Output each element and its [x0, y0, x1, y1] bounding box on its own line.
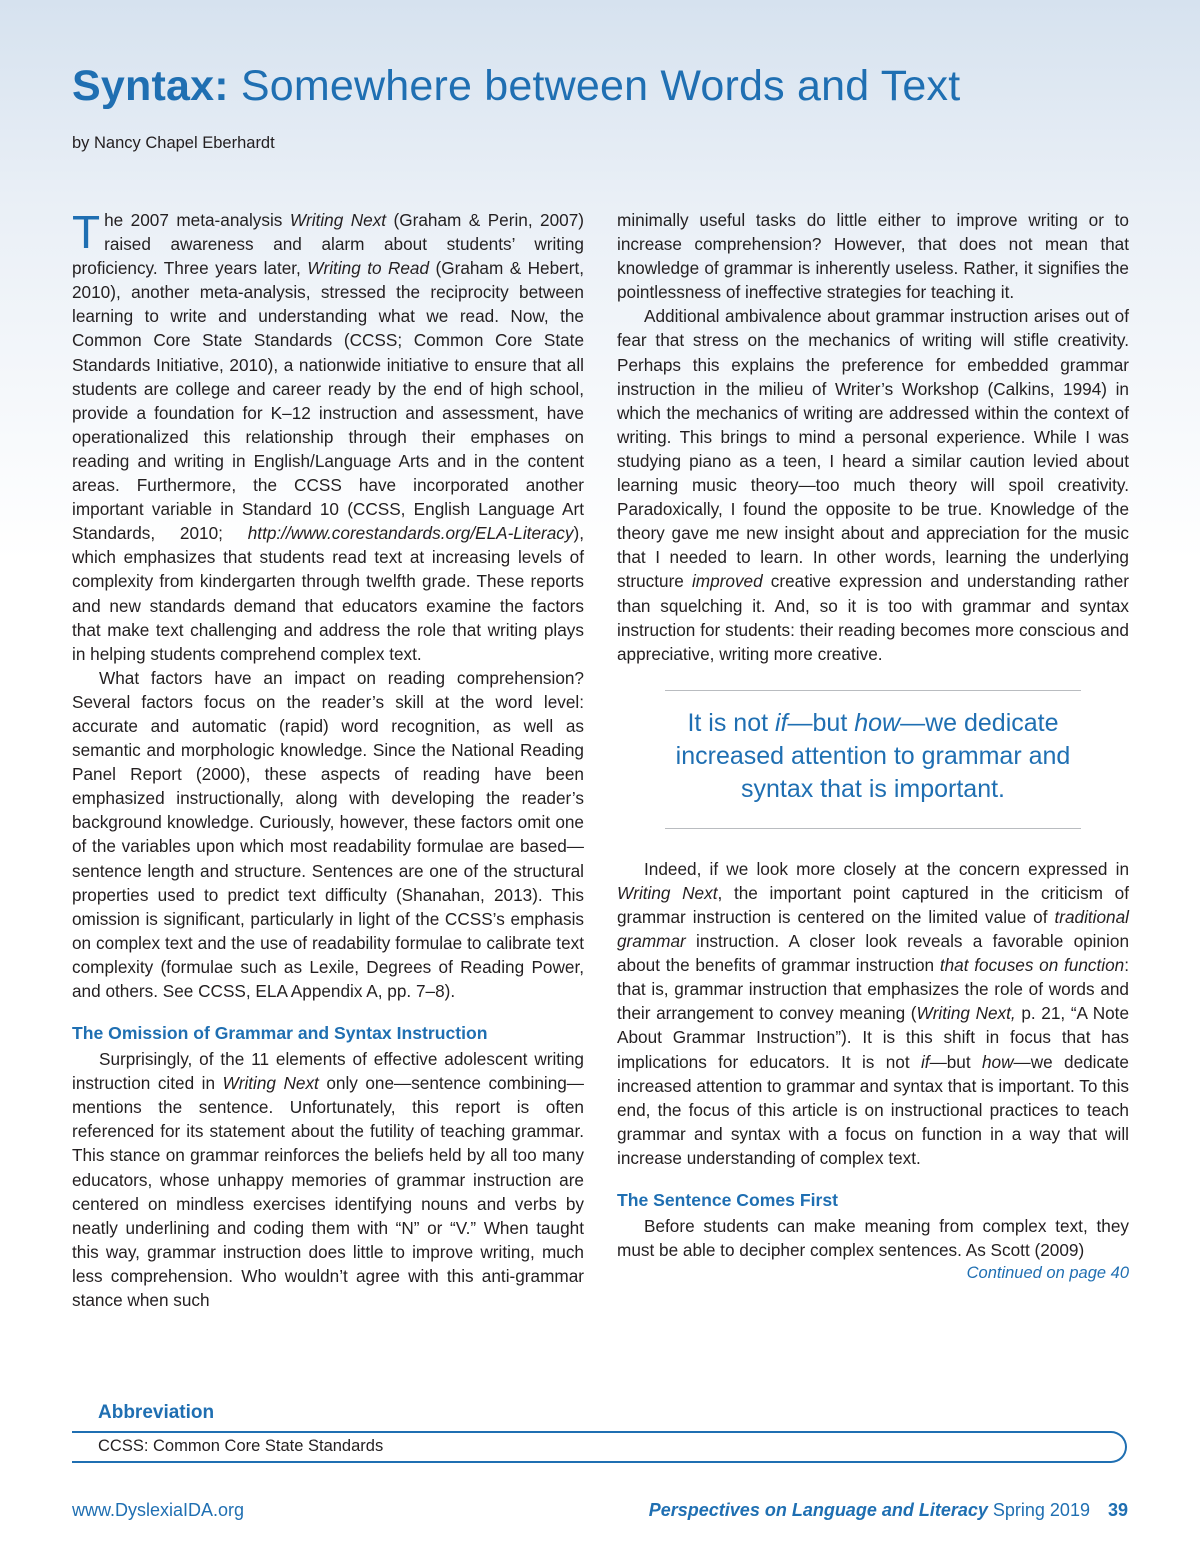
right-column: [617, 208, 1129, 1284]
article-title: [72, 62, 960, 111]
journal-name: Perspectives on Language and Literacy: [648, 1500, 988, 1520]
continued-link[interactable]: Continued on page 40: [966, 1264, 1129, 1283]
title-bold: Syntax:: [72, 62, 229, 110]
paragraph: Indeed, if we look more closely at the concern expressed in Writing Next, the important point captured in the criticism of grammar instruction is centered on the limited value of traditional grammar instruction. A closer look reveals a favorable opinion about the benefits of grammar instruction that focuses on function: that is, grammar instruction that emphasizes the role of words and their arrangement to convey meaning (Writing Next, p. 21, “A Note About Grammar Instruction”). It is this shift in focus that has implications for educators. It is not if—but how—we dedicate increased attention to grammar and syntax that is important. To this end, the focus of this article is on instructional practices to teach grammar and syntax with a focus on function in a way that will increase understanding of complex text.: [617, 858, 1130, 1168]
left-column: [72, 208, 584, 1312]
corestandards-link: http://www.corestandards.org/ELA-Literacy: [247, 523, 574, 544]
footer-website-link[interactable]: www.DyslexiaIDA.org: [72, 1500, 245, 1520]
pull-quote: It is not if—but how—we dedicate increased attention to grammar and syntax that is important.: [665, 690, 1081, 829]
title-rest: Somewhere between Words and Text: [240, 62, 961, 110]
abbreviation-text: CCSS: Common Core State Standards: [98, 1437, 384, 1455]
paragraph: minimally useful tasks do little either to improve writing or to increase comprehension? However, that does not mean that knowledge of grammar is inherently useless. Rather, it signifies the pointlessness of ineffective strategies for teaching it.: [617, 210, 1129, 303]
paragraph: Additional ambivalence about grammar instruction arises out of fear that stress on the mechanics of writing will stifle creativity. Perhaps this explains the preference for embedded grammar instruction in the milieu of Writer’s Workshop (Calkins, 1994) in which the mechanics of writing are addressed within the context of writing. This brings to mind a personal experience. While I was studying piano as a teen, I heard a similar caution levied about learning music theory—too much theory will spoil creativity. Paradoxically, I found the opposite to be true. Knowledge of the theory gave me new insight about and appreciation for the music that I needed to learn. In other words, learning the underlying structure improved creative expression and understanding rather than squelching it. And, so it is too with grammar and syntax instruction for students: their reading becomes more conscious and appreciative, writing more creative.: [617, 306, 1129, 664]
byline: by Nancy Chapel Eberhardt: [72, 134, 275, 152]
paragraph: The 2007 meta-analysis Writing Next (Graham & Perin, 2007) raised awareness and alarm about students’ writing proficiency. Three years later, Writing to Read (Graham & Hebert, 2010), another meta-analysis, stressed the reciprocity between learning to write and understanding what we read. Now, the Common Core State Standards (CCSS; Common Core State Standards Initiative, 2010), a nationwide initiative to ensure that all students are college and career ready by the end of high school, provide a foundation for K–12 instruction and assessment, have operationalized this relationship through their emphases on reading and writing in English/Language Arts and in the content areas. Furthermore, the CCSS have incorporated another important variable in Standard 10 (CCSS, English Language Art Standards, 2010; http://www.corestandards.org/ELA-Literacy), which emphasizes that students read text at increasing levels of complexity from kindergarten through twelfth grade. These reports and new standards demand that educators examine the factors that make text challenging and address the role that writing plays in helping students comprehend complex text.: [72, 206, 585, 664]
drop-cap: T: [72, 206, 101, 258]
paragraph: Before students can make meaning from complex text, they must be able to decipher complex sentences. As Scott (2009): [617, 1216, 1129, 1261]
paragraph: Surprisingly, of the 11 elements of effective adolescent writing instruction cited in Writing Next only one—sentence combining—mentions the sentence. Unfortunately, this report is often referenced for its statement about the futility of teaching grammar. This stance on grammar reinforces the beliefs held by all too many educators, whose unhappy memories of grammar instruction are centered on mindless exercises identifying nouns and verbs by neatly underlining and coding them with “N” or “V.” When taught this way, grammar instruction does little to improve writing, much less comprehension. Who wouldn’t agree with this anti-grammar stance when such: [72, 1049, 584, 1311]
section-heading: The Omission of Grammar and Syntax Instruction: [72, 1023, 488, 1044]
section-heading: The Sentence Comes First: [617, 1190, 838, 1210]
issue-date: Spring 2019: [992, 1500, 1090, 1520]
page-number: 39: [1107, 1500, 1128, 1520]
footer-publication: [649, 1500, 1128, 1521]
abbreviation-title: Abbreviation: [98, 1402, 215, 1423]
paragraph: What factors have an impact on reading comprehension? Several factors focus on the reader’s skill at the word level: accurate and automatic (rapid) word recognition, as well as semantic and morphologic knowledge. Since the National Reading Panel Report (2000), these aspects of reading have been emphasized instructionally, along with developing the reader’s background knowledge. Curiously, however, these factors omit one of the variables upon which most readability formulae are based—sentence length and structure. Sentences are one of the structural properties used to predict text difficulty (Shanahan, 2013). This omission is significant, particularly in light of the CCSS’s emphasis on complex text and the use of readability formulae to calibrate text complexity (formulae such as Lexile, Degrees of Reading Power, and others. See CCSS, ELA Appendix A, pp. 7–8).: [72, 667, 584, 1001]
